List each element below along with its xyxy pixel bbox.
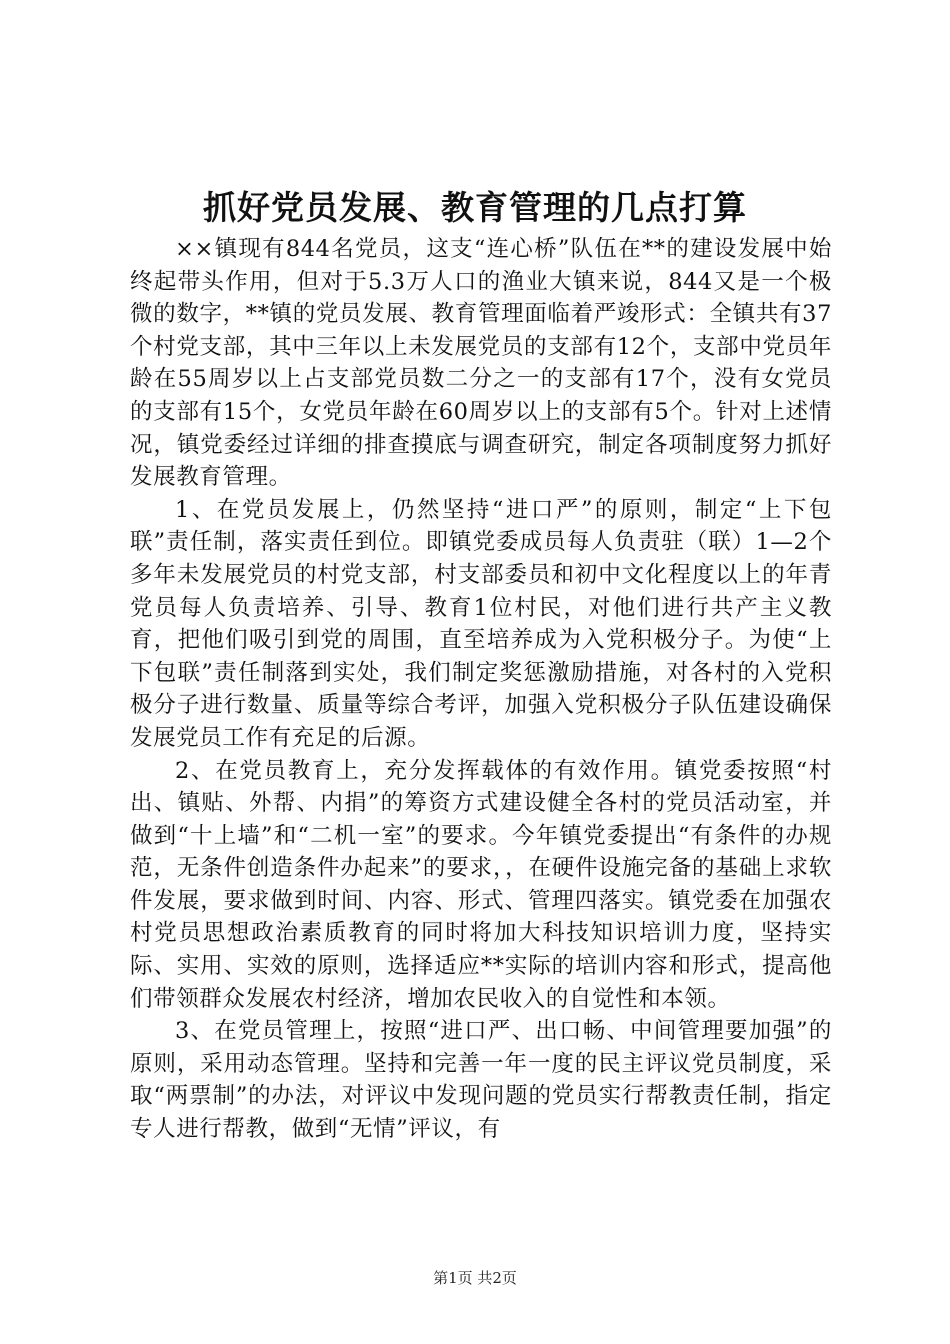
paragraph-intro: ××镇现有844名党员，这支“连心桥”队伍在**的建设发展中始终起带头作用，但对于5.3万人口的渔业大镇来说，844又是一个极微的数字，**镇的党员发展、教育管理面临着严竣形式：全镇共有37个村党支部，其中三年以上未发展党员的支部有12个，支部中党员年龄在55周岁以上占支部党员数二分之一的支部有17个，没有女党员的支部有15个，女党员年龄在60周岁以上的支部有5个。针对上述情况，镇党委经过详细的排查摸底与调查研究，制定各项制度努力抓好发展教育管理。 bbox=[130, 236, 832, 491]
paragraph-member-education: 2、在党员教育上，充分发挥载体的有效作用。镇党委按照“村出、镇贴、外帮、内捐”的筹资方式建设健全各村的党员活动室，并做到“十上墙”和“二机一室”的要求。今年镇党委提出“有条件的办规范，无条件创造条件办起来”的要求，，在硬件设施完备的基础上求软件发展，要求做到时间、内容、形式、管理四落实。镇党委在加强农村党员思想政治素质教育的同时将加大科技知识培训力度，坚持实际、实用、实效的原则，选择适应**实际的培训内容和形式，提高他们带领群众发展农村经济，增加农民收入的自觉性和本领。 bbox=[130, 757, 832, 1012]
document-body bbox=[130, 233, 832, 1146]
paragraph-member-development: 1、在党员发展上，仍然坚持“进口严”的原则，制定“上下包联”责任制，落实责任到位。即镇党委成员每人负责驻（联）1—2个多年未发展党员的村党支部，村支部委员和初中文化程度以上的年青党员每人负责培养、引导、教育1位村民，对他们进行共产主义教育，把他们吸引到党的周围，直至培养成为入党积极分子。为使“上下包联”责任制落到实处，我们制定奖惩激励措施，对各村的入党积极分子进行数量、质量等综合考评，加强入党积极分子队伍建设确保发展党员工作有充足的后源。 bbox=[130, 496, 832, 751]
paragraph-member-management: 3、在党员管理上，按照“进口严、出口畅、中间管理要加强”的原则，采用动态管理。坚持和完善一年一度的民主评议党员制度，采取“两票制”的办法，对评议中发现问题的党员实行帮教责任制，指定专人进行帮教，做到“无情”评议，有 bbox=[130, 1018, 832, 1143]
document-title: 抓好党员发展、教育管理的几点打算 bbox=[203, 188, 747, 227]
page-number-footer: 第1页 共2页 bbox=[433, 1269, 517, 1287]
